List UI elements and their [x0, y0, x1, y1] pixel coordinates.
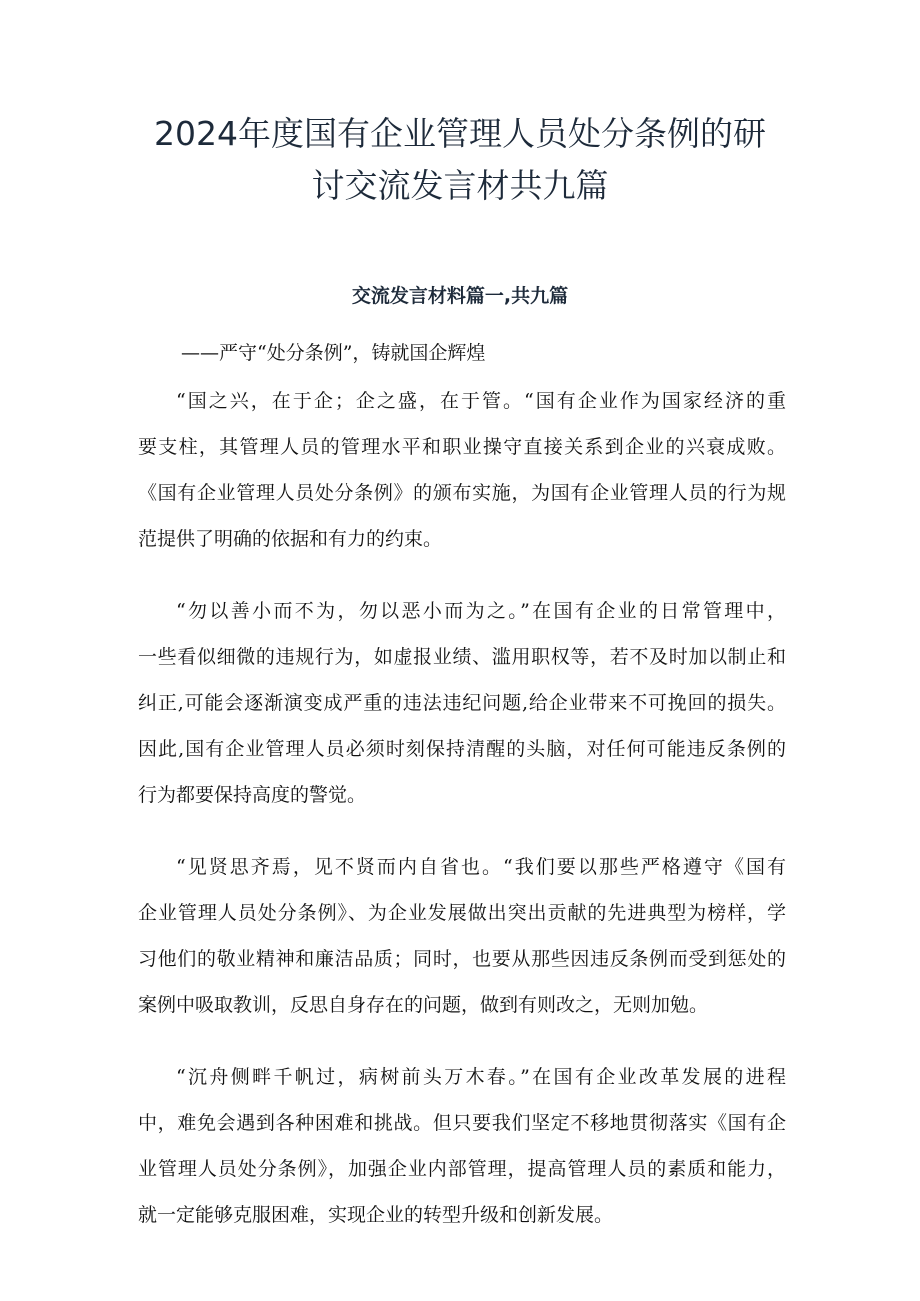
paragraph: [138, 588, 786, 818]
text-line: 企业管理人员处分条例》、为企业发展做出突出贡献的先进典型为榜样，学: [138, 902, 786, 924]
text-line: 业管理人员处分条例》，加强企业内部管理，提高管理人员的素质和能力，: [138, 1158, 786, 1180]
text-line: 案例中吸取教训，反思自身存在的问题，做到有则改之，无则加勉。: [138, 994, 709, 1016]
text-line: “国之兴，在于企；企之盛，在于管。“国有企业作为国家经济的重: [176, 390, 786, 412]
text-line: 要支柱，其管理人员的管理水平和职业操守直接关系到企业的兴衰成败。: [138, 436, 786, 458]
text-line: 范提供了明确的依据和有力的约束。: [138, 528, 443, 550]
text-line: “勿以善小而不为，勿以恶小而为之。”在国有企业的日常管理中，: [176, 600, 786, 622]
text-line: 习他们的敬业精神和廉洁品质；同时，也要从那些因违反条例而受到惩处的: [138, 948, 786, 970]
text-line: 纠正,可能会逐渐演变成严重的违法违纪问题,给企业带来不可挽回的损失。: [138, 692, 786, 714]
text-line: 一些看似细微的违规行为，如虚报业绩、滥用职权等，若不及时加以制止和: [138, 646, 786, 668]
section-subtitle: ——严守“处分条例”，铸就国企辉煌: [181, 342, 486, 364]
text-line: “沉舟侧畔千帆过，病树前头万木春。”在国有企业改革发展的进程: [176, 1066, 786, 1088]
text-line: 中，难免会遇到各种困难和挑战。但只要我们坚定不移地贯彻落实《国有企: [138, 1112, 786, 1134]
section-heading: 交流发言材料篇一,共九篇: [351, 285, 569, 307]
title-line: 2024年度国有企业管理人员处分条例的研: [154, 114, 766, 153]
paragraph: [138, 1054, 786, 1238]
text-line: 就一定能够克服困难，实现企业的转型升级和创新发展。: [138, 1204, 614, 1226]
document-title: [120, 108, 800, 212]
paragraph: [138, 844, 786, 1028]
body-text: [138, 378, 786, 1264]
title-line: 讨交流发言材共九篇: [311, 166, 609, 205]
paragraph: [138, 378, 786, 562]
text-line: “见贤思齐焉，见不贤而内自省也。“我们要以那些严格遵守《国有: [176, 856, 786, 878]
text-line: 因此,国有企业管理人员必须时刻保持清醒的头脑，对任何可能违反条例的: [138, 738, 786, 760]
text-line: 《国有企业管理人员处分条例》的颁布实施，为国有企业管理人员的行为规: [138, 482, 786, 504]
text-line: 行为都要保持高度的警觉。: [138, 784, 367, 806]
